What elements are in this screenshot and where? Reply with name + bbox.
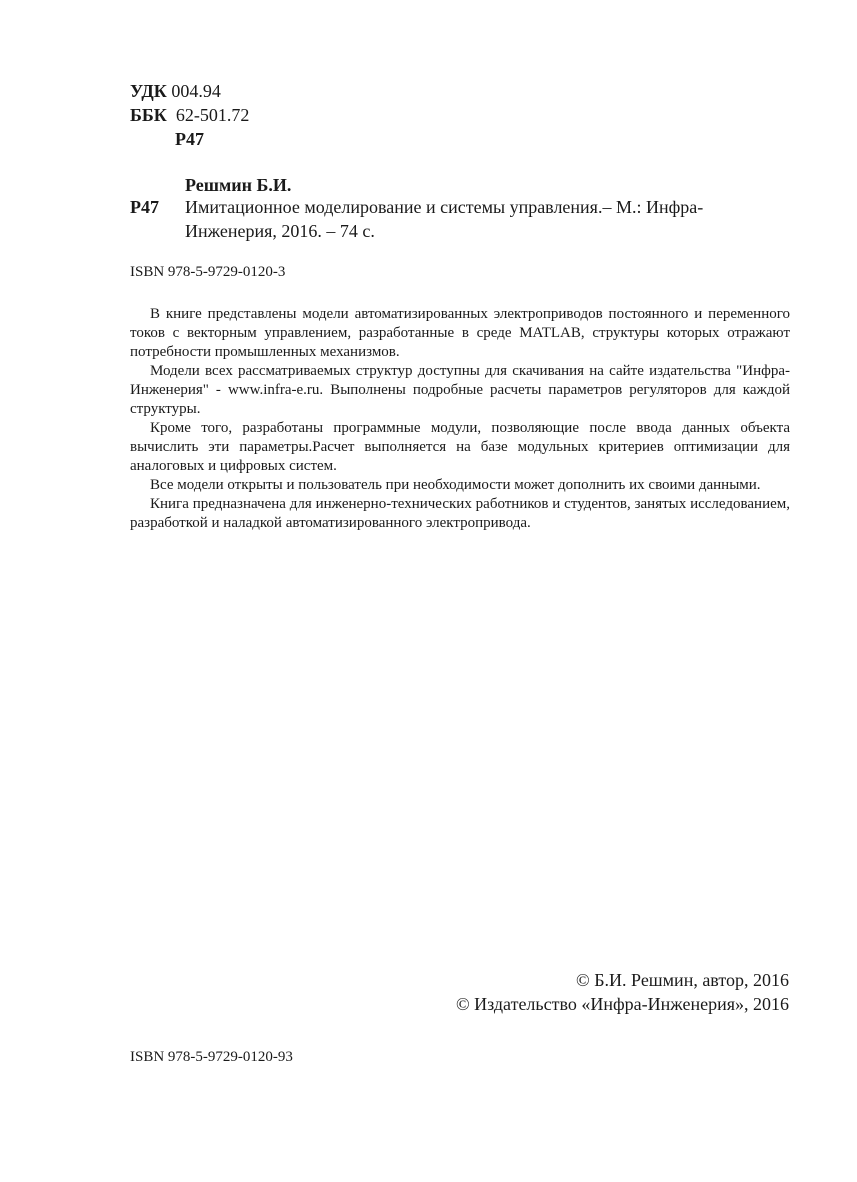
annotation-paragraph: В книге представлены модели автоматизированных электроприводов постоянного и переменного токов с векторным управлением, разработанные в среде MATLAB, структуры которых отражают потребности промышленных механизмов. [130,306,790,360]
isbn-bottom: ISBN 978-5-9729-0120-93 [130,1049,293,1065]
annotation-paragraph: Все модели открыты и пользователь при необходимости может дополнить их своими данными. [150,477,761,493]
udk-line [130,80,221,102]
annotation [130,305,790,533]
bbk-label: ББК [130,105,167,125]
annotation-paragraph: Модели всех рассматриваемых структур доступны для скачивания на сайте издательства "Инфра-Инженерия" - www.infra-e.ru. Выполнены подробные расчеты параметров регуляторов для каждой структуры. [130,363,790,417]
annotation-paragraph: Кроме того, разработаны программные модули, позволяющие после ввода данных объекта вычислить эти параметры.Расчет выполняется на базе модульных критериев оптимизации для аналоговых и цифровых систем. [130,420,790,474]
udk-value: 004.94 [171,81,221,101]
annotation-paragraph: Книга предназначена для инженерно-технических работников и студентов, занятых исследованием, разработкой и наладкой автоматизированного электропривода. [130,496,790,531]
bib-mark: Р47 [130,197,159,217]
copyright-publisher: © Издательство «Инфра-Инженерия», 2016 [455,994,789,1014]
bib-title-line-2: Инженерия, 2016. – 74 с. [185,221,375,241]
udk-label: УДК [130,81,167,101]
bbk-line [130,104,249,126]
bbk-value: 62-501.72 [175,105,250,125]
bib-title-line-1: Имитационное моделирование и системы управления.– М.: Инфра- [185,197,704,217]
copyright-author: © Б.И. Решмин, автор, 2016 [576,970,789,990]
isbn-top: ISBN 978-5-9729-0120-3 [130,264,286,280]
author-mark: Р47 [175,129,204,149]
bib-author: Решмин Б.И. [185,175,292,195]
